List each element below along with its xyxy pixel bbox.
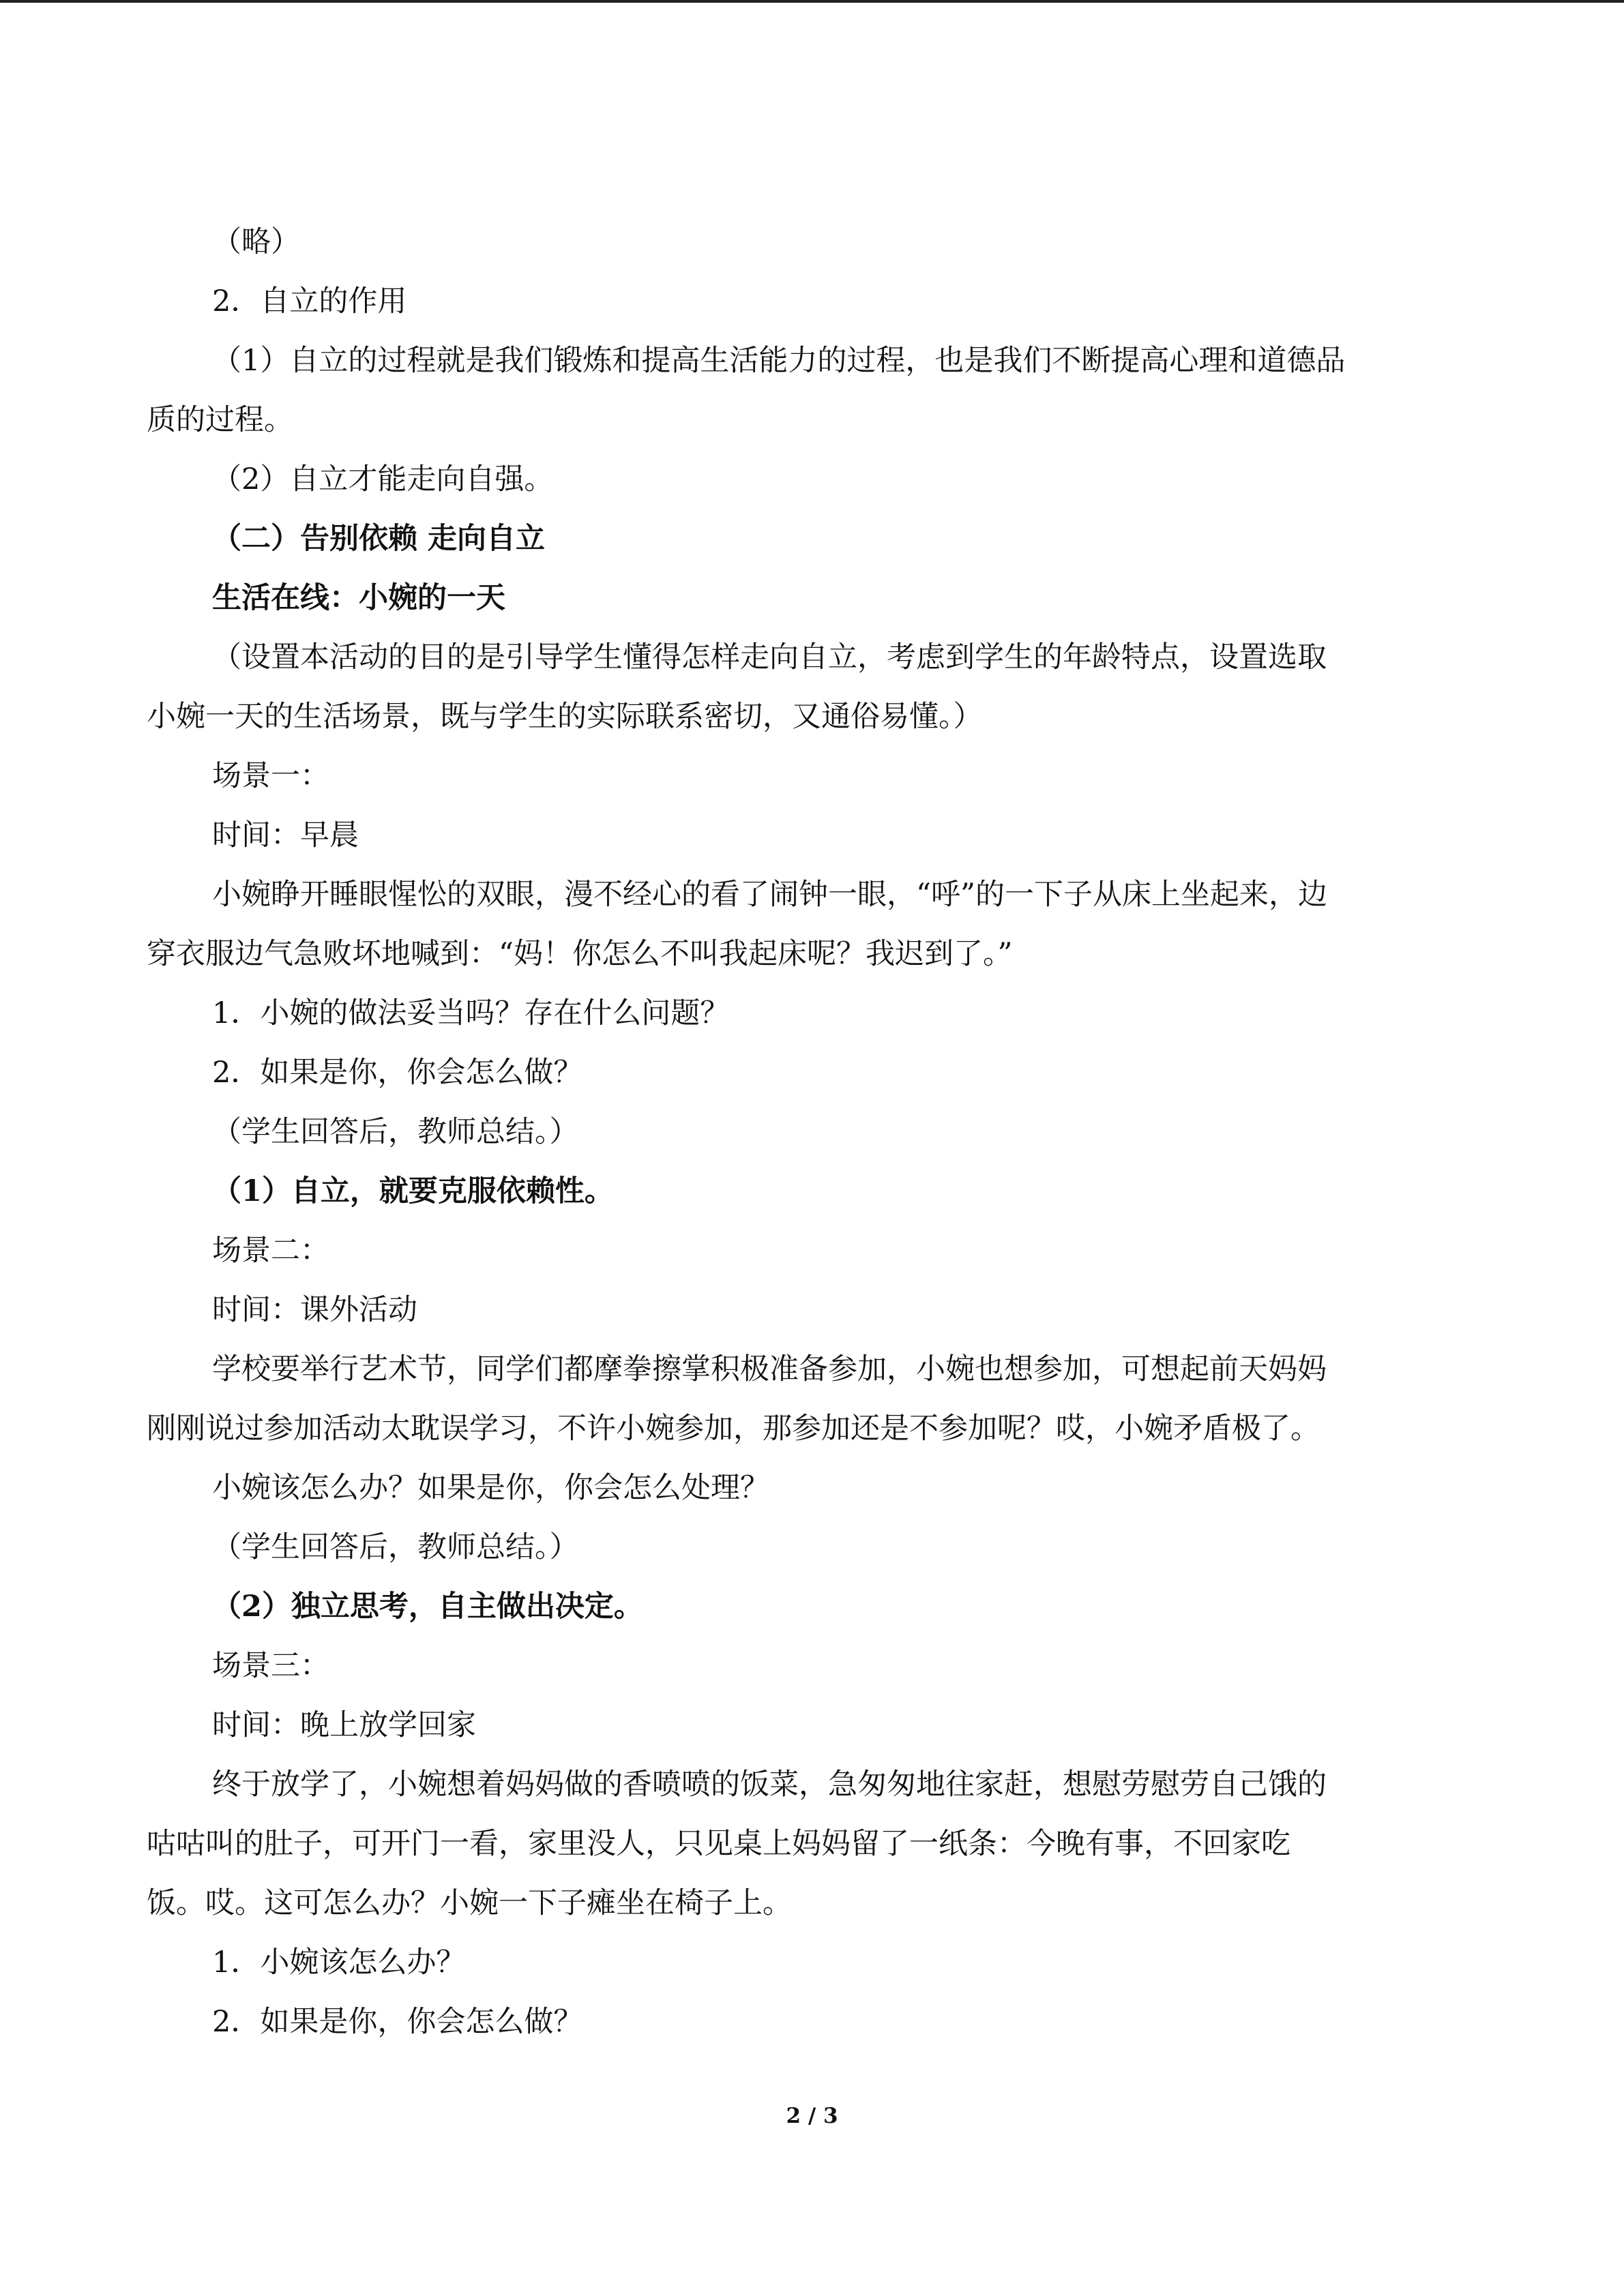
paragraph-line: 2．自立的作用 xyxy=(212,284,407,318)
paragraph-line: 场景三： xyxy=(212,1649,329,1683)
paragraph-line: 终于放学了，小婉想着妈妈做的香喷喷的饭菜，急匆匆地往家赶，想慰劳慰劳自己饿的 xyxy=(212,1768,1327,1802)
section-heading: （2）独立思考，自主做出决定。 xyxy=(212,1590,643,1624)
paragraph-line: 时间：晚上放学回家 xyxy=(212,1708,476,1742)
paragraph-line: 质的过程。 xyxy=(147,403,293,437)
paragraph-line: （2）自立才能走向自强。 xyxy=(212,462,554,496)
paragraph-line: 2．如果是你，你会怎么做？ xyxy=(212,2005,583,2039)
paragraph-line: 1．小婉的做法妥当吗？存在什么问题？ xyxy=(212,996,730,1030)
paragraph-line: 小婉一天的生活场景，既与学生的实际联系密切，又通俗易懂。） xyxy=(147,700,983,734)
paragraph-line: 时间：课外活动 xyxy=(212,1293,417,1327)
paragraph-line: 刚刚说过参加活动太耽误学习，不许小婉参加，那参加还是不参加呢？哎，小婉矛盾极了。 xyxy=(147,1412,1320,1446)
section-heading: （1）自立，就要克服依赖性。 xyxy=(212,1174,614,1208)
paragraph-line: 咕咕叫的肚子，可开门一看，家里没人，只见桌上妈妈留了一纸条：今晚有事，不回家吃 xyxy=(147,1827,1290,1861)
top-border-line xyxy=(0,0,1624,3)
paragraph-line: 小婉该怎么办？如果是你，你会怎么处理？ xyxy=(212,1471,769,1505)
paragraph-line: （略） xyxy=(212,225,300,259)
paragraph-line: 场景二： xyxy=(212,1234,329,1268)
paragraph-line: （设置本活动的目的是引导学生懂得怎样走向自立，考虑到学生的年龄特点，设置选取 xyxy=(212,640,1327,674)
section-heading: （二）告别依赖 走向自立 xyxy=(212,522,545,556)
document-body xyxy=(147,213,1487,2052)
page-number: 2 / 3 xyxy=(786,2104,838,2128)
paragraph-line: （学生回答后，教师总结。） xyxy=(212,1115,579,1149)
paragraph-line: （学生回答后，教师总结。） xyxy=(212,1530,579,1564)
paragraph-line: 1．小婉该怎么办？ xyxy=(212,1945,466,1980)
paragraph-line: 2．如果是你，你会怎么做？ xyxy=(212,1056,583,1090)
paragraph-line: 场景一： xyxy=(212,759,329,793)
paragraph-line: 饭。哎。这可怎么办？小婉一下子瘫坐在椅子上。 xyxy=(147,1886,792,1920)
paragraph-line: 小婉睁开睡眼惺忪的双眼，漫不经心的看了闹钟一眼，“呼”的一下子从床上坐起来，边 xyxy=(212,878,1327,912)
paragraph-line: 时间：早晨 xyxy=(212,818,359,852)
paragraph-line: 学校要举行艺术节，同学们都摩拳擦掌积极准备参加，小婉也想参加，可想起前天妈妈 xyxy=(212,1352,1327,1386)
paragraph-line: 穿衣服边气急败坏地喊到：“妈！你怎么不叫我起床呢？我迟到了。” xyxy=(147,937,1013,971)
paragraph-line: （1）自立的过程就是我们锻炼和提高生活能力的过程，也是我们不断提高心理和道德品 xyxy=(212,344,1346,378)
section-heading: 生活在线：小婉的一天 xyxy=(212,581,505,615)
